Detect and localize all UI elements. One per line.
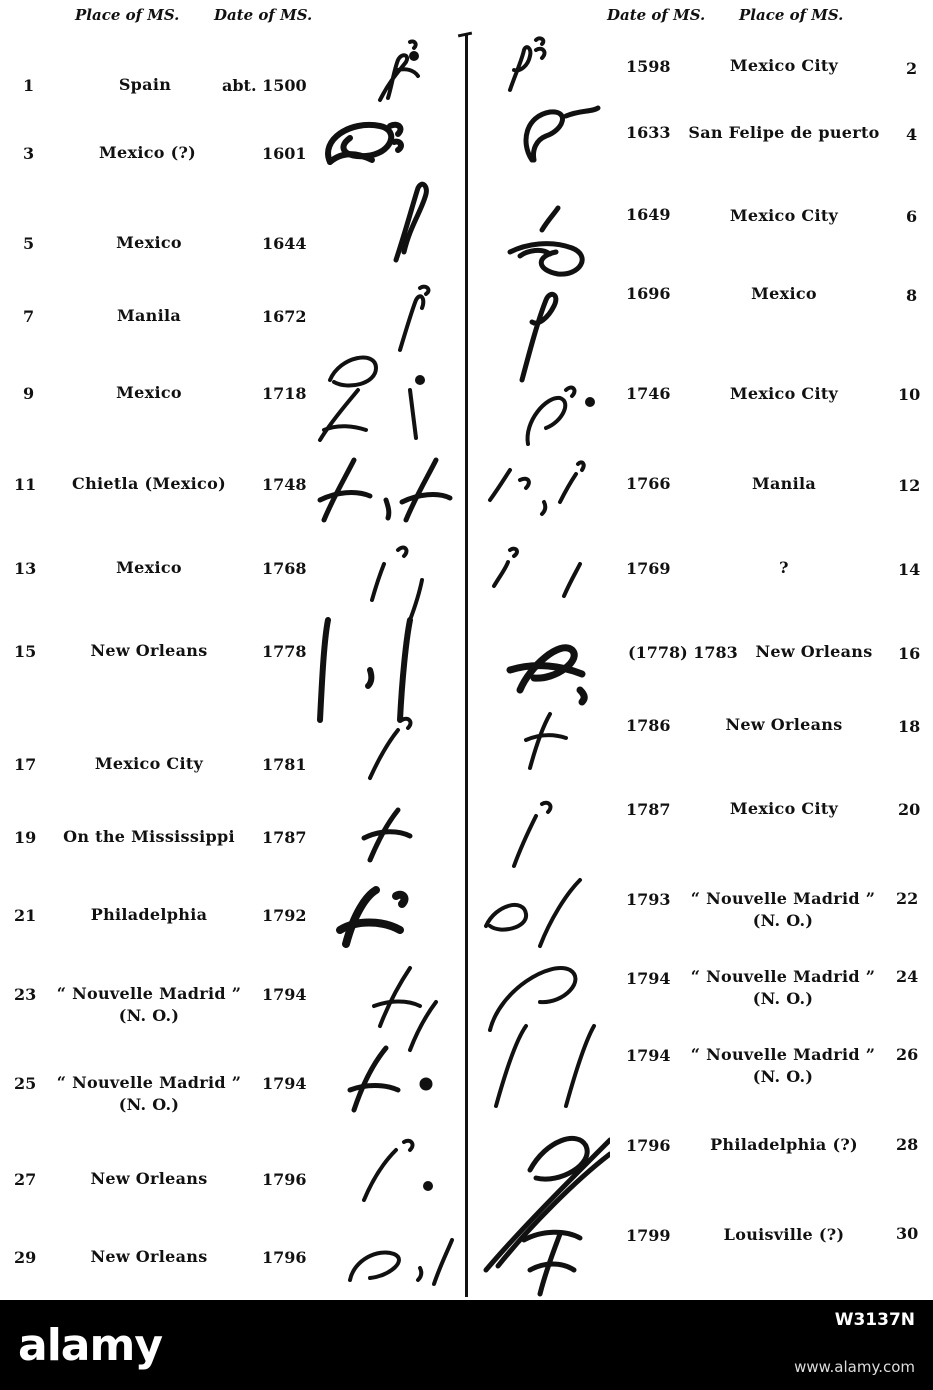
header-left-date: Date of MS. bbox=[214, 6, 313, 24]
row-place: Spain bbox=[118, 75, 172, 94]
row-number: 26 bbox=[896, 1045, 919, 1064]
row-number: 2 bbox=[906, 59, 918, 78]
row-date: 1794 bbox=[626, 969, 671, 988]
watermark-footer bbox=[0, 1300, 933, 1390]
row-place-line1: “ Nouvelle Madrid ” bbox=[690, 967, 876, 986]
row-number: 9 bbox=[23, 384, 35, 403]
row-place-line1: “ Nouvelle Madrid ” bbox=[690, 889, 876, 908]
row-date: 1786 bbox=[626, 716, 671, 735]
row-number: 15 bbox=[14, 642, 37, 661]
brand-url: www.alamy.com bbox=[794, 1358, 915, 1376]
row-place bbox=[680, 966, 886, 1010]
row-number: 3 bbox=[23, 144, 35, 163]
specimen-4 bbox=[526, 108, 598, 160]
row-date: 1768 bbox=[262, 559, 307, 578]
row-place: Philadelphia bbox=[90, 905, 208, 924]
row-date: 1633 bbox=[626, 123, 671, 142]
row-date: 1793 bbox=[626, 890, 671, 909]
row-place-line2: (N. O.) bbox=[118, 1006, 180, 1025]
row-place: Mexico bbox=[751, 284, 817, 303]
brand-logo: alamy bbox=[18, 1320, 162, 1371]
row-number: 22 bbox=[896, 889, 919, 908]
row-place: Mexico (?) bbox=[98, 143, 196, 162]
row-place: Manila bbox=[116, 306, 182, 325]
row-place: Mexico City bbox=[729, 206, 839, 225]
row-date: 1672 bbox=[262, 307, 307, 326]
row-place bbox=[680, 888, 886, 932]
row-number: 30 bbox=[896, 1224, 919, 1243]
row-date: 1748 bbox=[262, 475, 307, 494]
row-place-line1: “ Nouvelle Madrid ” bbox=[56, 1073, 242, 1092]
row-place: Mexico bbox=[116, 383, 182, 402]
row-number: 8 bbox=[906, 286, 918, 305]
row-date: abt. 1500 bbox=[222, 76, 307, 95]
row-date: 1601 bbox=[262, 144, 307, 163]
row-place-line2: (N. O.) bbox=[752, 911, 814, 930]
specimen-23 bbox=[374, 968, 436, 1050]
row-place: Mexico City bbox=[729, 384, 839, 403]
row-number: 6 bbox=[906, 207, 918, 226]
row-place bbox=[46, 983, 252, 1027]
row-date: 1778 bbox=[262, 642, 307, 661]
row-place: Mexico bbox=[116, 558, 182, 577]
header-right-place: Place of MS. bbox=[739, 6, 844, 24]
row-place: New Orleans bbox=[90, 1169, 208, 1188]
row-date: 1796 bbox=[626, 1136, 671, 1155]
specimen-21 bbox=[340, 890, 404, 944]
row-number: 16 bbox=[898, 644, 921, 663]
row-number: 4 bbox=[906, 125, 918, 144]
specimen-17 bbox=[370, 719, 410, 778]
row-date: 1796 bbox=[262, 1170, 307, 1189]
row-number: 28 bbox=[896, 1135, 919, 1154]
row-place-line2: (N. O.) bbox=[752, 989, 814, 1008]
specimen-15 bbox=[320, 620, 410, 720]
row-number: 25 bbox=[14, 1074, 37, 1093]
specimen-29 bbox=[524, 1232, 580, 1294]
specimen-24 bbox=[490, 968, 594, 1106]
row-date: 1781 bbox=[262, 755, 307, 774]
row-place: San Felipe de puerto bbox=[688, 123, 880, 142]
specimen-16 bbox=[510, 648, 584, 702]
row-number: 14 bbox=[898, 560, 921, 579]
row-number: 23 bbox=[14, 985, 37, 1004]
image-id: W3137N bbox=[834, 1310, 915, 1330]
row-number: 24 bbox=[896, 967, 919, 986]
row-place: Mexico City bbox=[729, 799, 839, 818]
row-number: 21 bbox=[14, 906, 37, 925]
row-place: Mexico City bbox=[94, 754, 204, 773]
specimen-22 bbox=[486, 880, 580, 946]
row-date: 1787 bbox=[626, 800, 671, 819]
row-place-line1: “ Nouvelle Madrid ” bbox=[56, 984, 242, 1003]
row-place: Mexico bbox=[116, 233, 182, 252]
row-place: Chietla (Mexico) bbox=[72, 474, 226, 493]
specimen-11 bbox=[320, 460, 450, 520]
row-number: 17 bbox=[14, 755, 37, 774]
specimen-27 bbox=[364, 1141, 431, 1200]
specimen-13 bbox=[372, 548, 422, 620]
row-number: 20 bbox=[898, 800, 921, 819]
specimen-3 bbox=[328, 125, 401, 162]
row-number: 27 bbox=[14, 1170, 37, 1189]
row-number: 1 bbox=[23, 76, 35, 95]
specimen-10 bbox=[528, 388, 593, 444]
row-place: On the Mississippi bbox=[63, 827, 235, 846]
specimen-9 bbox=[320, 358, 423, 440]
row-date: 1794 bbox=[262, 1074, 307, 1093]
row-date: 1718 bbox=[262, 384, 307, 403]
row-number: 13 bbox=[14, 559, 37, 578]
row-number: 12 bbox=[898, 476, 921, 495]
specimen-14 bbox=[494, 549, 580, 596]
row-date: (1778) 1783 bbox=[628, 643, 738, 662]
specimen-8 bbox=[522, 294, 556, 380]
row-place: New Orleans bbox=[755, 642, 873, 661]
row-place: Mexico City bbox=[729, 56, 839, 75]
row-date: 1787 bbox=[262, 828, 307, 847]
row-place-line2: (N. O.) bbox=[752, 1067, 814, 1086]
specimen-6 bbox=[510, 208, 582, 274]
specimen-20 bbox=[514, 803, 550, 866]
row-date: 1598 bbox=[626, 57, 671, 76]
header-right-date: Date of MS. bbox=[607, 6, 706, 24]
specimen-19 bbox=[364, 810, 410, 860]
row-date: 1746 bbox=[626, 384, 671, 403]
specimen-26 bbox=[486, 1138, 610, 1270]
row-date: 1794 bbox=[262, 985, 307, 1004]
row-place: Manila bbox=[751, 474, 817, 493]
row-place bbox=[46, 1072, 252, 1116]
row-place: Louisville (?) bbox=[723, 1225, 845, 1244]
specimen-25 bbox=[350, 1048, 430, 1110]
row-place: ? bbox=[779, 558, 789, 577]
header-left-place: Place of MS. bbox=[75, 6, 180, 24]
row-place: New Orleans bbox=[725, 715, 843, 734]
row-place: New Orleans bbox=[90, 1247, 208, 1266]
row-number: 5 bbox=[23, 234, 35, 253]
specimen-1 bbox=[380, 41, 418, 100]
row-number: 10 bbox=[898, 385, 921, 404]
handwritten-specimens bbox=[310, 30, 610, 1300]
specimen-18 bbox=[526, 714, 566, 768]
row-date: 1769 bbox=[626, 559, 671, 578]
specimen-2 bbox=[510, 38, 544, 90]
row-place-line1: “ Nouvelle Madrid ” bbox=[690, 1045, 876, 1064]
row-number: 11 bbox=[14, 475, 37, 494]
row-date: 1796 bbox=[262, 1248, 307, 1267]
specimen-5 bbox=[396, 184, 426, 260]
row-place bbox=[680, 1044, 886, 1088]
row-date: 1644 bbox=[262, 234, 307, 253]
row-date: 1794 bbox=[626, 1046, 671, 1065]
row-number: 29 bbox=[14, 1248, 37, 1267]
row-date: 1766 bbox=[626, 474, 671, 493]
specimen-12 bbox=[490, 462, 584, 514]
row-date: 1792 bbox=[262, 906, 307, 925]
row-date: 1649 bbox=[626, 205, 671, 224]
specimen-7 bbox=[400, 287, 428, 350]
row-place-line2: (N. O.) bbox=[118, 1095, 180, 1114]
row-number: 18 bbox=[898, 717, 921, 736]
row-date: 1799 bbox=[626, 1226, 671, 1245]
row-place: New Orleans bbox=[90, 641, 208, 660]
row-place: Philadelphia (?) bbox=[710, 1135, 858, 1154]
specimen-28 bbox=[350, 1240, 452, 1284]
row-number: 7 bbox=[23, 307, 35, 326]
row-number: 19 bbox=[14, 828, 37, 847]
row-date: 1696 bbox=[626, 284, 671, 303]
